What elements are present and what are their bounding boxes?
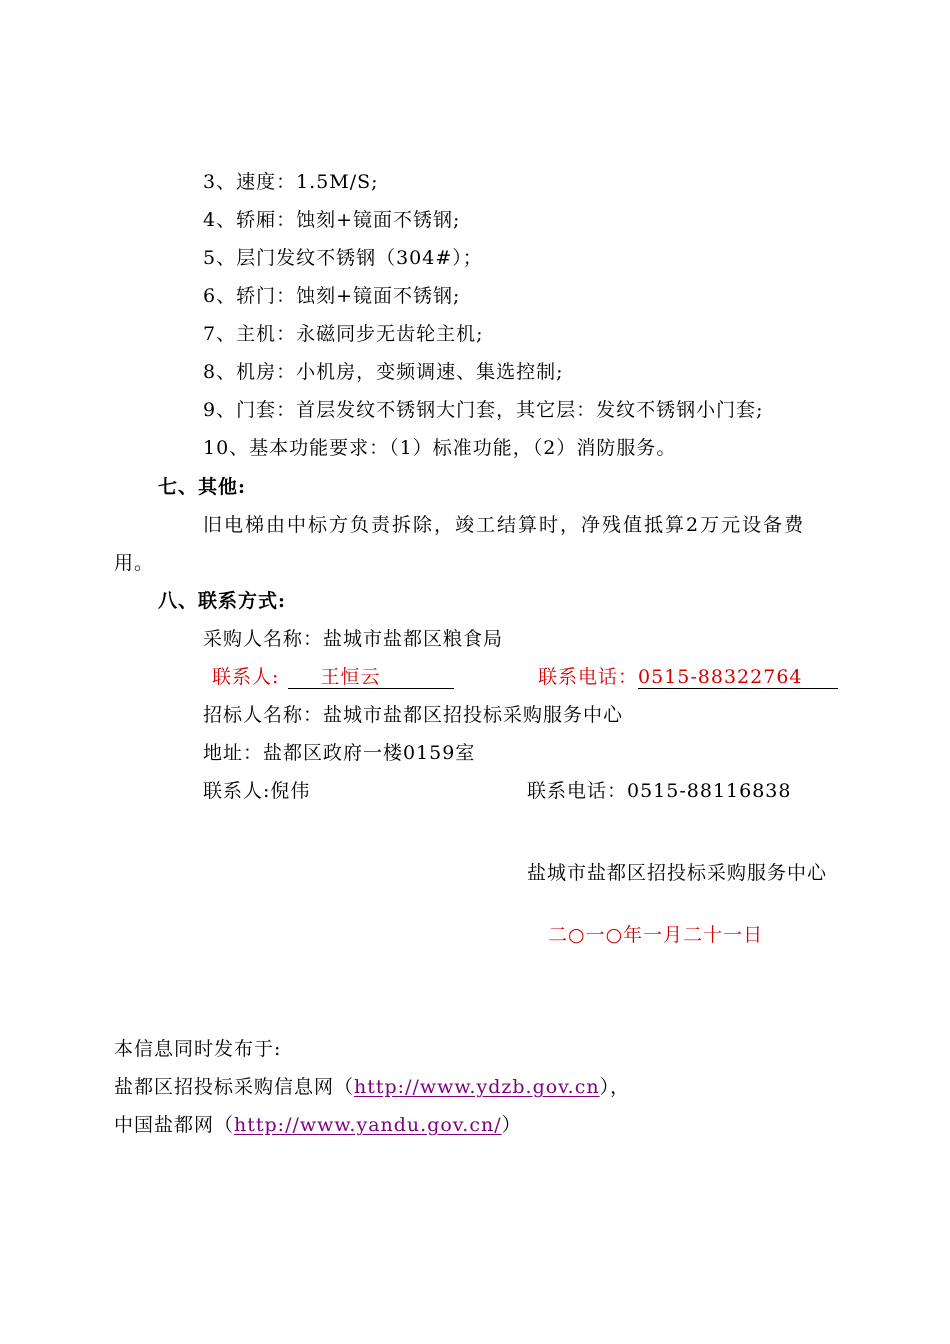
section-7-body-line-2: 用。 bbox=[114, 552, 155, 574]
spec-item-4: 4、轿厢：蚀刻+镜面不锈钢; bbox=[203, 209, 461, 231]
agency-phone: 联系电话：0515-88116838 bbox=[527, 780, 792, 802]
phone-label: 联系电话： bbox=[538, 666, 639, 688]
spec-item-6: 6、轿门：蚀刻+镜面不锈钢; bbox=[203, 285, 461, 307]
ydzb-link[interactable]: http://www.ydzb.gov.cn bbox=[354, 1076, 600, 1098]
publish-intro: 本信息同时发布于: bbox=[114, 1038, 282, 1060]
publish-site-2 bbox=[114, 1113, 522, 1137]
purchaser-name: 采购人名称：盐城市盐都区粮食局 bbox=[203, 628, 504, 650]
agency-name: 招标人名称：盐城市盐都区招投标采购服务中心 bbox=[203, 704, 624, 726]
publish-site-2-prefix: 中国盐都网（ bbox=[114, 1114, 235, 1136]
yandu-link[interactable]: http://www.yandu.gov.cn/ bbox=[234, 1114, 502, 1136]
signature-org: 盐城市盐都区招投标采购服务中心 bbox=[527, 862, 828, 884]
publish-site-1 bbox=[114, 1075, 630, 1099]
publish-site-2-suffix: ） bbox=[501, 1114, 522, 1136]
spec-item-8: 8、机房：小机房，变频调速、集选控制; bbox=[203, 361, 564, 383]
phone-value: 0515-88322764 bbox=[638, 666, 838, 689]
spec-item-9: 9、门套：首层发纹不锈钢大门套，其它层：发纹不锈钢小门套; bbox=[203, 399, 764, 421]
spec-item-7: 7、主机：永磁同步无齿轮主机; bbox=[203, 323, 484, 345]
agency-contact: 联系人:倪伟 bbox=[203, 780, 311, 802]
agency-address: 地址：盐都区政府一楼0159室 bbox=[203, 742, 476, 764]
signature-date: 二○一○年一月二十一日 bbox=[548, 924, 764, 946]
section-7-body-line-1: 旧电梯由中标方负责拆除，竣工结算时，净残值抵算2万元设备费 bbox=[203, 514, 806, 536]
spec-item-10: 10、基本功能要求：（1）标准功能，（2）消防服务。 bbox=[203, 437, 677, 459]
publish-site-1-prefix: 盐都区招投标采购信息网（ bbox=[114, 1076, 355, 1098]
contact-name: 王恒云 bbox=[288, 666, 454, 689]
spec-item-5: 5、层门发纹不锈钢（304#）； bbox=[203, 247, 483, 269]
contact-label: 联系人: bbox=[212, 666, 280, 688]
purchaser-contact bbox=[212, 665, 454, 689]
section-8-heading: 八、联系方式: bbox=[158, 590, 287, 612]
spec-item-3: 3、速度：1.5M/S; bbox=[203, 171, 379, 193]
purchaser-phone bbox=[538, 665, 838, 689]
section-7-heading: 七、其他: bbox=[158, 476, 247, 498]
publish-site-1-suffix: ）， bbox=[599, 1076, 631, 1098]
